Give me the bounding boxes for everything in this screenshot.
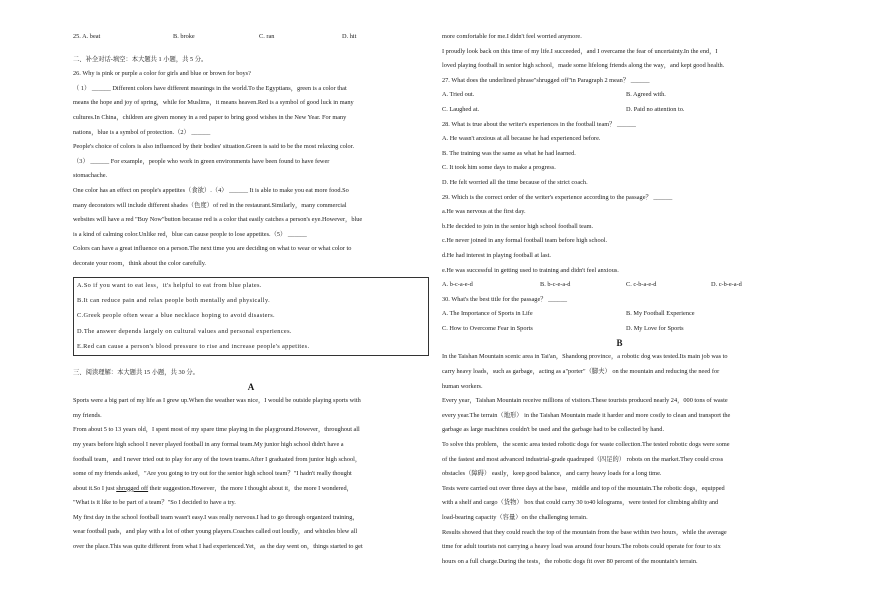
right-column (442, 30, 797, 569)
q27-option-c: C. Laughed at. (442, 105, 480, 113)
passage-b-line: carry heavy loads，such as garbage，acting as a"porter"（脚夫） on the mountain and reducing the need for (442, 368, 720, 376)
passage-b-line: obstacles（障碍） easily，keep good balance，and carry heavy loads for a long time. (442, 470, 662, 478)
q26-paragraph-4-line: decorate your room，think about the color carefully. (73, 259, 207, 267)
q29-event: d.He had interest in playing football at last. (442, 251, 551, 259)
q26-option-c: C.Greek people often wear a blue necklace hoping to avoid disasters. (77, 312, 275, 320)
passage-b-line: of the fastest and most advanced industrial-grade quadruped（四足的） robots on the market.They could cross (442, 455, 724, 463)
passage-b-line: To solve this problem，the scenic area tested robotic dogs for waste collection.The tested robotic dogs were some (442, 441, 730, 449)
line-prefix: about it.So I just (73, 484, 117, 492)
underlined-phrase: shrugged off (116, 484, 149, 492)
passage-a-line: my friends. (73, 411, 102, 419)
passage-a-line: my years before high school I never played football in any formal team.My junior high school didn't have a (73, 440, 344, 448)
passage-a-line: "What is it like to be part of a team？"So I decided to have a try. (73, 499, 236, 507)
passage-a-line: some of my friends asked，"Are you going to try out for the senior high school team？"I hadn't really thought (73, 470, 352, 478)
q26-option-e: E.Red can cause a person's blood pressure to rise and increase people's appetites. (77, 343, 310, 351)
q26-paragraph-2-line: stomachache. (73, 172, 108, 180)
q25-option-c: C. ran (259, 33, 275, 40)
q26-paragraph-1-line: nations，blue is a symbol of protection.（2） ______ (73, 128, 211, 136)
q28-option-a: A. He wasn't anxious at all because he had experienced before. (442, 135, 601, 143)
passage-b-line: garbage as large machines couldn't be used and the garbage had to be collected by hand. (442, 426, 665, 434)
passage-b-line: In the Taishan Mountain scenic area in Tai'an，Shandong province，a robotic dog was tested.Its main job was to (442, 353, 728, 361)
q30-option-c: C. How to Overcome Fear in Sports (442, 324, 533, 332)
passage-a-line: over the place.This was quite different from what I had experienced.Yet，as the day went on，things started to get (73, 543, 363, 551)
passage-b-line: Every year，Taishan Mountain receive millions of visitors.These tourists produced nearly 24，000 tons of waste (442, 397, 728, 405)
q29-event: c.He never joined in any formal football team before high school. (442, 237, 608, 245)
q30-options-row (442, 307, 797, 322)
q29-event: a.He was nervous at the first day. (442, 208, 526, 216)
passage-a-line: football team，and I never tried out to play for any of the town teams.After I graduated from junior high school， (73, 455, 362, 463)
q26-option-d: D.The answer depends largely on cultural values and personal experiences. (77, 327, 292, 335)
q26-paragraph-2-line: （3） ______ For example，people who work in green environments have been found to have fewer (73, 157, 330, 165)
q25-option-d: D. hit (342, 33, 357, 40)
passage-a-line: From about 5 to 13 years old，I spent most of my spare time playing in the playground.However，throughout all (73, 426, 360, 434)
passage-b-line: Results showed that they could reach the top of the mountain from the base within two hours，while the average (442, 528, 727, 536)
q29-event: b.He decided to join in the senior high school football team. (442, 222, 594, 230)
q30-option-a: A. The Importance of Sports in Life (442, 310, 533, 318)
q29-option-c: C. c-b-a-e-d (626, 281, 657, 289)
passage-b-title: B (616, 338, 623, 349)
line-suffix: their suggestion.However，the more I thought about it，the more I wondered， (148, 484, 353, 492)
q26-options-box (73, 277, 429, 356)
q26-option-a: A.So if you want to eat less，it's helpful to eat from blue plates. (77, 281, 262, 289)
q26-paragraph-4-line: Colors can have a great influence on a person.The next time you are deciding on what to wear or what color to (73, 245, 352, 253)
q29-option-a: A. b-c-a-e-d (442, 281, 473, 289)
q27-option-b: B. Agreed with. (626, 91, 666, 99)
q26-paragraph-1-line: means the hope and joy of spring，while for Muslims，it means heaven.Red is a symbol of good luck in many (73, 99, 354, 107)
q26-prompt: 26. Why is pink or purple a color for girls and blue or brown for boys? (73, 70, 251, 78)
passage-b-line: Tests were carried out over three days at the base，middle and top of the mountain.The robotic dogs，equipped (442, 484, 725, 492)
q26-paragraph-3-line: One color has an effect on people's appetites（食欲）.（4） ______ It is able to make you eat more food.So (73, 186, 349, 194)
q27-question: 27. What does the underlined phrase"shrugged off"in Paragraph 2 mean？ ______ (442, 76, 650, 84)
q26-paragraph-1-line: （ 1） ______ Different colors have different meanings in the world.To the Egyptians，green is a color that (73, 84, 347, 92)
passage-b-line: human workers. (442, 382, 483, 390)
passage-a-continued-line: more comfortable for me.I didn't feel worried anymore. (442, 33, 582, 40)
q30-question: 30. What's the best title for the passage？ ______ (442, 295, 568, 303)
passage-a-title: A (247, 382, 255, 393)
q30-option-b: B. My Football Experience (626, 310, 695, 318)
passage-b-line: time for adult tourists not carrying a heavy load was around four hours.The robots could operate for four to six (442, 543, 721, 551)
passage-b-line: with a shelf and cargo（货物） box that could carry 30 to40 kilograms，were tested for climbing ability and (442, 499, 719, 507)
q27-option-d: D. Paid no attention to. (626, 105, 685, 113)
passage-a-line: Sports were a big part of my life as I grew up.When the weather was nice，I would be outside playing sports with (73, 397, 361, 405)
q29-event: e.He was successful in getting used to training and didn't feel anxious. (442, 266, 619, 274)
passage-a-continued-line: I proudly look back on this time of my life.I succeeded，and I overcame the fear of uncertainty.In the end，I (442, 47, 718, 55)
passage-a-line-underlined (73, 482, 429, 497)
q28-option-b: B. The training was the same as what he had learned. (442, 149, 576, 157)
left-column (73, 30, 429, 555)
q30-option-d: D. My Love for Sports (626, 324, 684, 332)
q27-options-row (442, 103, 797, 118)
q26-paragraph-3-line: many decorators will include different shades（色度）of red in the restaurant.Similarly，many commercial (73, 201, 347, 209)
q27-option-a: A. Tried out. (442, 91, 475, 99)
q29-question: 29. Which is the correct order of the writer's experience according to the passage？ ______ (442, 193, 673, 201)
q26-paragraph-3-line: is a kind of calming color.Unlike red，blue can cause people to lose appetites.（5） ______ (73, 230, 307, 238)
q26-paragraph-3-line: websites will have a red "Buy Now"button because red is a color that easily catches a person's eye.However，blue (73, 216, 363, 224)
section-3-heading: 三、阅读理解：本大题共 15 小题，共 30 分。 (73, 368, 199, 376)
q25-option-a: 25. A. beat (73, 33, 101, 40)
q28-question: 28. What is true about the writer's experiences in the football team？ ______ (442, 120, 636, 128)
q29-option-d: D. c-b-e-a-d (711, 281, 742, 289)
q29-option-b: B. b-c-e-a-d (540, 281, 571, 289)
section-2-heading: 二、补全对话-填空：本大题共 1 小题，共 5 分。 (73, 55, 208, 63)
q26-paragraph-1-line: cultures.In China，children are given money in a red paper to bring good wishes in the New Year. For many (73, 113, 347, 121)
q26-option-b: B.It can reduce pain and relax people both mentally and physically. (77, 296, 270, 304)
q25-options (73, 30, 429, 45)
q29-options-row (442, 278, 797, 293)
q25-option-b: B. broke (173, 33, 195, 40)
passage-b-line: every year.The terrain（地形） in the Taishan Mountain made it harder and more costly to clean and transport the (442, 411, 731, 419)
q28-option-d: D. He felt worried all the time because of the strict coach. (442, 178, 588, 186)
q30-options-row (442, 322, 797, 337)
passage-a-continued-line: loved playing football in senior high school，made some lifelong friends along the way，and kept good health. (442, 62, 725, 70)
passage-a-line: My first day in the school football team wasn't easy.I was really nervous.I had to go through organized training， (73, 513, 359, 521)
q28-option-c: C. It took him some days to make a progress. (442, 164, 556, 172)
passage-a-line: wear football pads，and play with a lot of other young players.Coaches called out loudly，and whistles blew all (73, 528, 358, 536)
passage-b-line: load-bearing capacity（容量）on the challenging terrain. (442, 514, 588, 521)
passage-b-line: hours on a full charge.During the tests，the robotic dogs fit over 80 percent of the mountain's terrain. (442, 557, 698, 565)
q27-options-row (442, 88, 797, 103)
q26-paragraph-2-line: People's choice of colors is also influenced by their bodies' situation.Green is said to be the most relaxing color. (73, 143, 355, 151)
